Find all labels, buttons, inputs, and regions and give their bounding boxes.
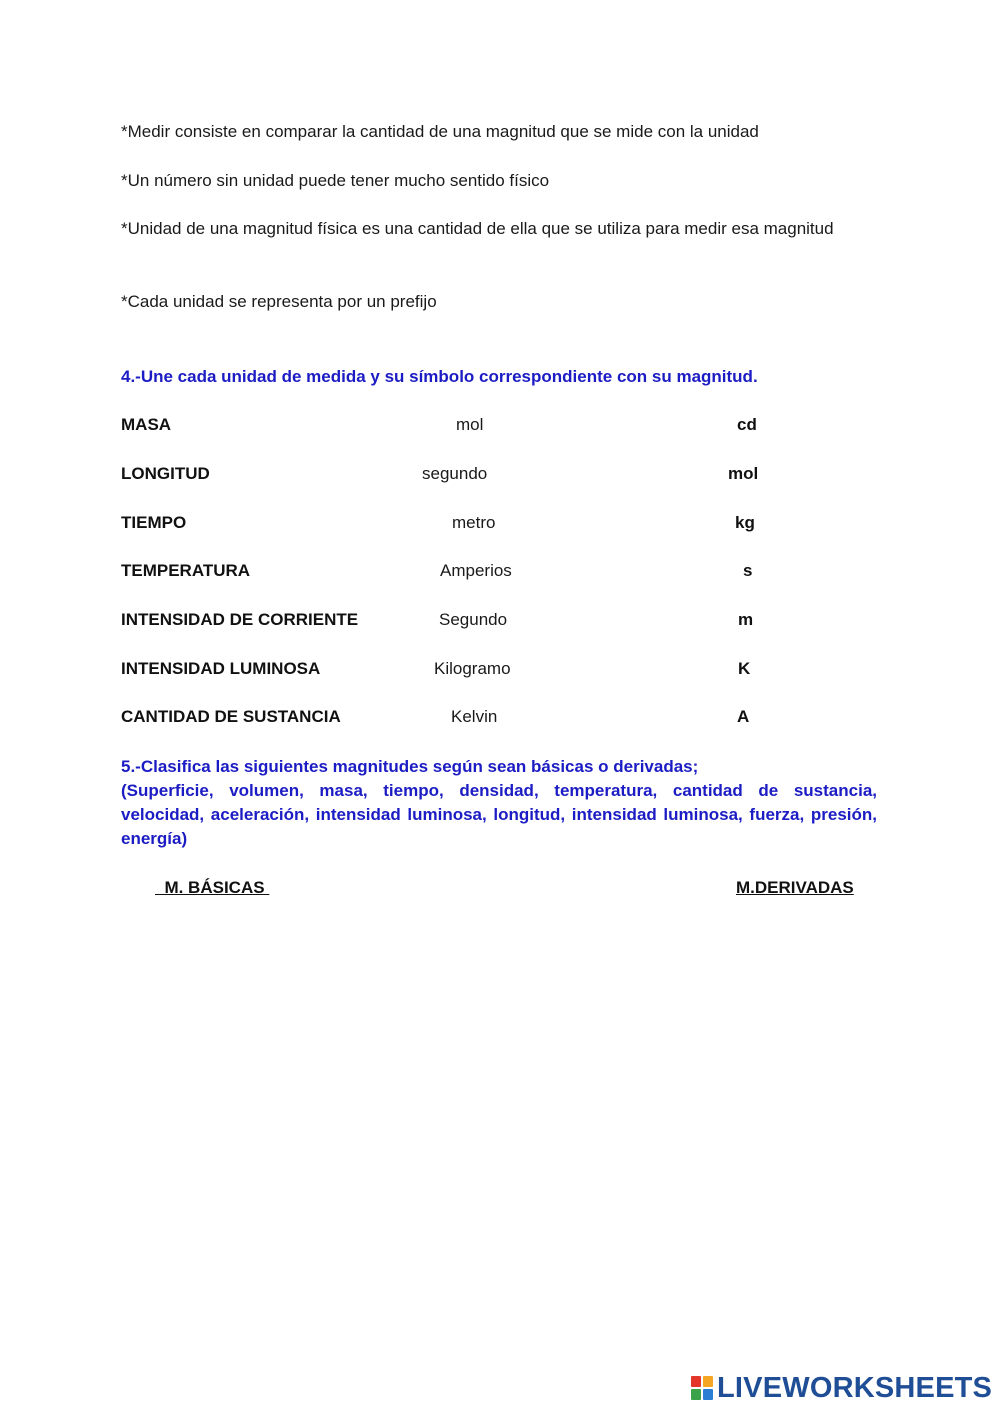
symbol-option[interactable]: m: [738, 610, 754, 629]
symbol-option[interactable]: s: [743, 561, 753, 580]
match-row: [0, 705, 999, 729]
match-row: [0, 511, 999, 535]
magnitude-label: INTENSIDAD DE CORRIENTE: [121, 610, 359, 629]
symbol-option[interactable]: A: [737, 707, 750, 726]
match-row: [0, 657, 999, 681]
statement-3: *Unidad de una magnitud física es una cantidad de ella que se utiliza para medir esa magnitud: [121, 219, 834, 238]
match-row: [0, 462, 999, 486]
symbol-option[interactable]: cd: [737, 415, 757, 434]
match-row: [0, 559, 999, 583]
symbol-option[interactable]: kg: [735, 513, 755, 532]
match-row: [0, 413, 999, 437]
statement-1: *Medir consiste en comparar la cantidad de una magnitud que se mide con la unidad: [121, 122, 759, 141]
unit-option[interactable]: Kelvin: [451, 707, 498, 726]
unit-option[interactable]: mol: [456, 415, 484, 434]
magnitude-label: INTENSIDAD LUMINOSA: [121, 659, 321, 678]
unit-option[interactable]: Kilogramo: [434, 659, 511, 678]
logo-text: LIVEWORKSHEETS: [717, 1372, 993, 1404]
magnitude-label: TEMPERATURA: [121, 561, 251, 580]
symbol-option[interactable]: mol: [728, 464, 759, 483]
magnitude-label: LONGITUD: [121, 464, 210, 483]
exercise-5-heading: 5.-Clasifica las siguientes magnitudes según sean básicas o derivadas;: [121, 757, 699, 776]
statement-4: *Cada unidad se representa por un prefijo: [121, 292, 437, 311]
symbol-option[interactable]: K: [738, 659, 751, 678]
exercise-4-heading: 4.-Une cada unidad de medida y su símbolo correspondiente con su magnitud.: [121, 367, 758, 386]
statement-2: *Un número sin unidad puede tener mucho sentido físico: [121, 171, 550, 190]
unit-option[interactable]: Amperios: [440, 561, 512, 580]
derivadas-column-title: M.DERIVADAS: [736, 878, 854, 897]
magnitude-label: CANTIDAD DE SUSTANCIA: [121, 707, 341, 726]
unit-option[interactable]: segundo: [422, 464, 488, 483]
exercise-5-list: (Superficie, volumen, masa, tiempo, densidad, temperatura, cantidad de sustancia, velocidad, aceleración, intensidad luminosa, longitud, intensidad luminosa, fuerza, presión, energía): [121, 781, 877, 848]
liveworksheets-logo: [691, 1372, 992, 1404]
basicas-column-title: M. BÁSICAS: [155, 878, 270, 897]
unit-option[interactable]: Segundo: [439, 610, 508, 629]
unit-option[interactable]: metro: [452, 513, 496, 532]
match-row: [0, 608, 999, 632]
magnitude-label: MASA: [121, 415, 172, 434]
magnitude-label: TIEMPO: [121, 513, 187, 532]
liveworksheets-logo-icon: [691, 1376, 713, 1400]
